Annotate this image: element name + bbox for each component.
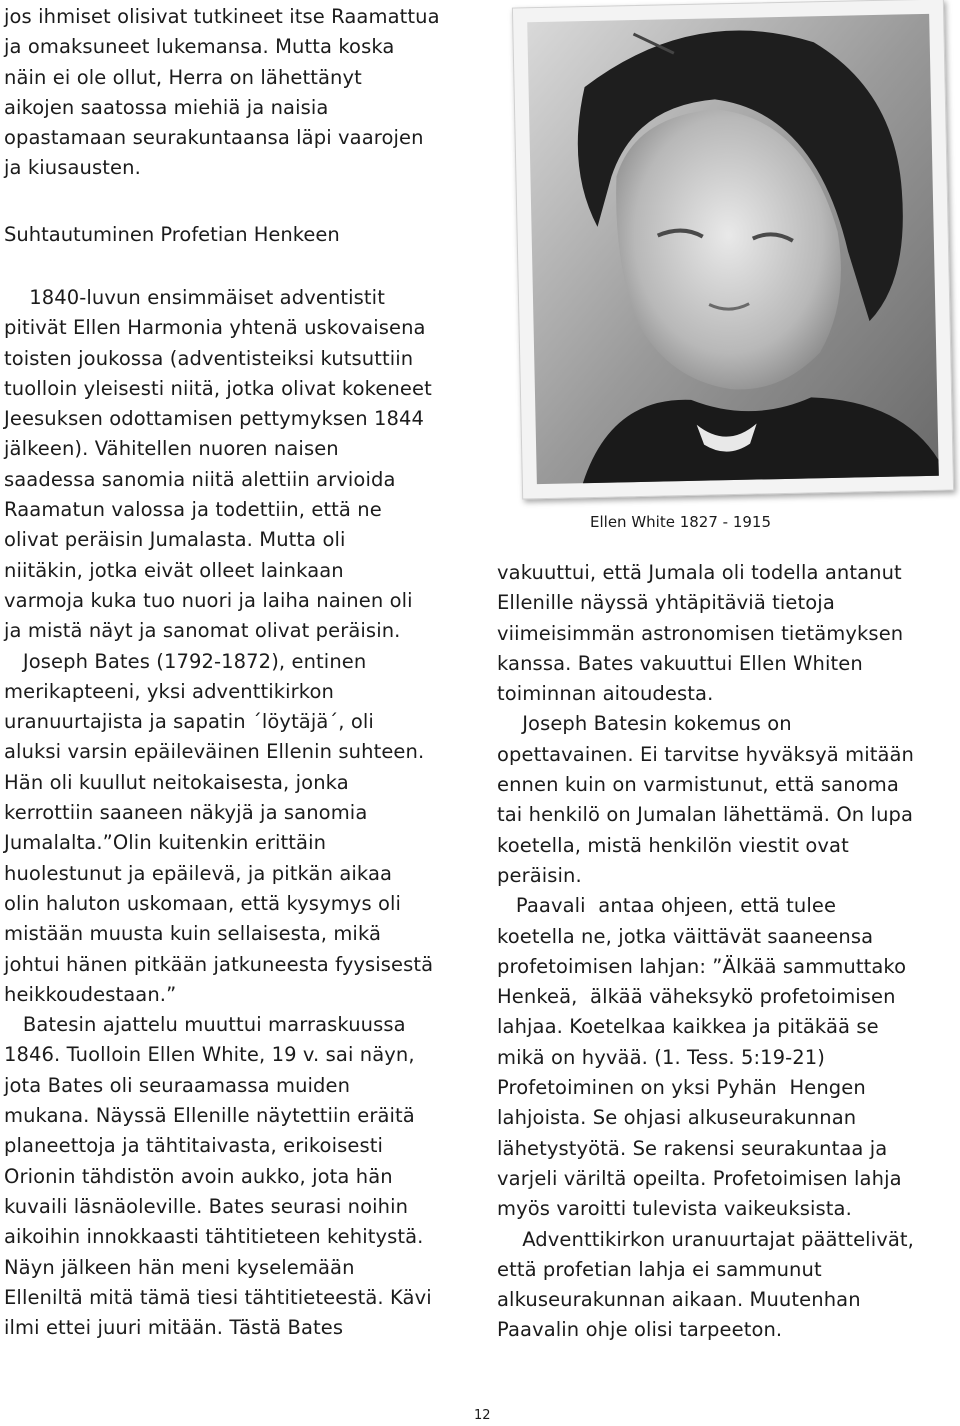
right-column-body xyxy=(497,558,960,1346)
portrait-photo xyxy=(517,3,947,493)
text-line: pitivät Ellen Harmonia yhtenä uskovaisena xyxy=(4,316,426,340)
text-line: ilmi ettei juuri mitään. Tästä Bates xyxy=(4,1316,344,1340)
portrait-image xyxy=(513,0,953,498)
text-line: olin haluton uskomaan, että kysymys oli xyxy=(4,891,402,915)
text-line: Jumalalta.”Olin kuitenkin erittäin xyxy=(4,831,327,855)
text-line: uranuurtajista ja sapatin ´löytäjä´, oli xyxy=(4,710,374,734)
text-line: Henkeä, älkää väheksykö profetoimisen xyxy=(497,985,896,1009)
text-line: lahjaa. Koetelkaa kaikkea ja pitäkää se xyxy=(497,1015,879,1039)
text-line: toisten joukossa (adventisteiksi kutsuttiin xyxy=(4,346,414,370)
text-line: opettavainen. Ei tarvitse hyväksyä mitään xyxy=(497,742,915,766)
text-line: merikapteeni, yksi adventtikirkon xyxy=(4,679,334,703)
text-line: ja mistä näyt ja sanomat olivat peräisin. xyxy=(4,619,401,643)
intro-column xyxy=(4,2,482,184)
text-line: koetella ne, jotka väittävät saaneensa xyxy=(497,924,874,948)
text-line: Paavali antaa ohjeen, että tulee xyxy=(497,894,837,918)
text-line: Joseph Batesin kokemus on xyxy=(497,712,792,736)
text-line: että profetian lahja ei sammunut xyxy=(497,1257,822,1281)
text-line: alkuseurakunnan aikaan. Muutenhan xyxy=(497,1288,861,1312)
text-line: olivat peräisin Jumalasta. Mutta oli xyxy=(4,528,346,552)
text-line: profetoimisen lahjan: ”Älkää sammuttako xyxy=(497,954,907,978)
text-line: jälkeen). Vähitellen nuoren naisen xyxy=(4,437,339,461)
text-line: kuvaili läsnäoleville. Bates seurasi noihin xyxy=(4,1194,409,1218)
text-line: Joseph Bates (1792-1872), entinen xyxy=(4,649,367,673)
text-line: niitäkin, jotka eivät olleet lainkaan xyxy=(4,558,344,582)
text-line: Profetoiminen on yksi Pyhän Hengen xyxy=(497,1076,866,1100)
text-line: Adventtikirkon uranuurtajat päättelivät, xyxy=(497,1227,914,1251)
text-line: toiminnan aitoudesta. xyxy=(497,682,714,706)
text-line: Jeesuksen odottamisen pettymyksen 1844 xyxy=(4,407,425,431)
intro-line: opastamaan seurakuntaansa läpi vaarojen xyxy=(4,126,424,150)
text-line: mukana. Näyssä Ellenille näytettiin eräitä xyxy=(4,1104,415,1128)
text-line: peräisin. xyxy=(497,863,582,887)
text-line: aluksi varsin epäileväinen Ellenin suhteen. xyxy=(4,740,425,764)
text-line: ennen kuin on varmistunut, että sanoma xyxy=(497,773,899,797)
text-line: tuolloin yleisesti niitä, jotka olivat kokeneet xyxy=(4,376,432,400)
intro-line: aikojen saatossa miehiä ja naisia xyxy=(4,95,329,119)
text-line: myös varoitti tulevista vaikeuksista. xyxy=(497,1197,852,1221)
text-line: tai henkilö on Jumalan lähettämä. On lupa xyxy=(497,803,914,827)
text-line: Näyn jälkeen hän meni kyselemään xyxy=(4,1255,355,1279)
text-line: aikoihin innokkaasti tähtitieteen kehitystä. xyxy=(4,1225,424,1249)
text-line: heikkoudestaan.” xyxy=(4,982,177,1006)
section-heading: Suhtautuminen Profetian Henkeen xyxy=(4,223,340,246)
text-line: Orionin tähdistön avoin aukko, jota hän xyxy=(4,1164,393,1188)
text-line: 1846. Tuolloin Ellen White, 19 v. sai näyn, xyxy=(4,1043,415,1067)
text-line: lähetystyötä. Se rakensi seurakuntaa ja xyxy=(497,1136,888,1160)
text-line: saadessa sanomia niitä alettiin arvioida xyxy=(4,467,396,491)
text-line: Raamatun valossa ja todettiin, että ne xyxy=(4,498,382,522)
text-line: huolestunut ja epäilevä, ja pitkän aikaa xyxy=(4,861,393,885)
text-line: varmoja kuka tuo nuori ja laiha nainen oli xyxy=(4,588,413,612)
text-line: mikä on hyvää. (1. Tess. 5:19-21) xyxy=(497,1045,826,1069)
intro-line: näin ei ole ollut, Herra on lähettänyt xyxy=(4,65,362,89)
text-line: lahjoista. Se ohjasi alkuseurakunnan xyxy=(497,1106,857,1130)
text-line: 1840-luvun ensimmäiset adventistit xyxy=(4,286,385,309)
text-line: varjeli väriltä opeilta. Profetoimisen lahja xyxy=(497,1166,902,1190)
text-line: kanssa. Bates vakuuttui Ellen Whiten xyxy=(497,651,863,675)
text-line: koetella, mistä henkilön viestit ovat xyxy=(497,833,849,857)
left-column-body xyxy=(4,283,482,1343)
text-line: Batesin ajattelu muuttui marraskuussa xyxy=(4,1013,406,1037)
page-number: 12 xyxy=(474,1408,491,1423)
text-line: kerrottiin saaneen näkyjä ja sanomia xyxy=(4,801,368,825)
intro-line: jos ihmiset olisivat tutkineet itse Raamattua xyxy=(4,5,440,28)
text-line: jota Bates oli seuraamassa muiden xyxy=(4,1073,351,1097)
text-line: viimeisimmän astronomisen tietämyksen xyxy=(497,621,904,645)
text-line: planeettoja ja tähtitaivasta, erikoisesti xyxy=(4,1134,383,1158)
intro-line: ja omaksuneet lukemansa. Mutta koska xyxy=(4,35,395,59)
text-line: Elleniltä mitä tämä tiesi tähtitieteestä. Kävi xyxy=(4,1285,432,1309)
text-line: Ellenille näyssä yhtäpitäviä tietoja xyxy=(497,591,835,615)
text-line: johtui hänen pitkään jatkuneesta fyysisestä xyxy=(4,952,434,976)
text-line: vakuuttui, että Jumala oli todella antanut xyxy=(497,561,902,584)
text-line: Hän oli kuullut neitokaisesta, jonka xyxy=(4,770,349,794)
intro-line: ja kiusausten. xyxy=(4,156,141,180)
text-line: mistään muusta kuin sellaisesta, mikä xyxy=(4,922,382,946)
text-line: Paavalin ohje olisi tarpeeton. xyxy=(497,1318,783,1342)
photo-caption: Ellen White 1827 - 1915 xyxy=(590,513,771,531)
